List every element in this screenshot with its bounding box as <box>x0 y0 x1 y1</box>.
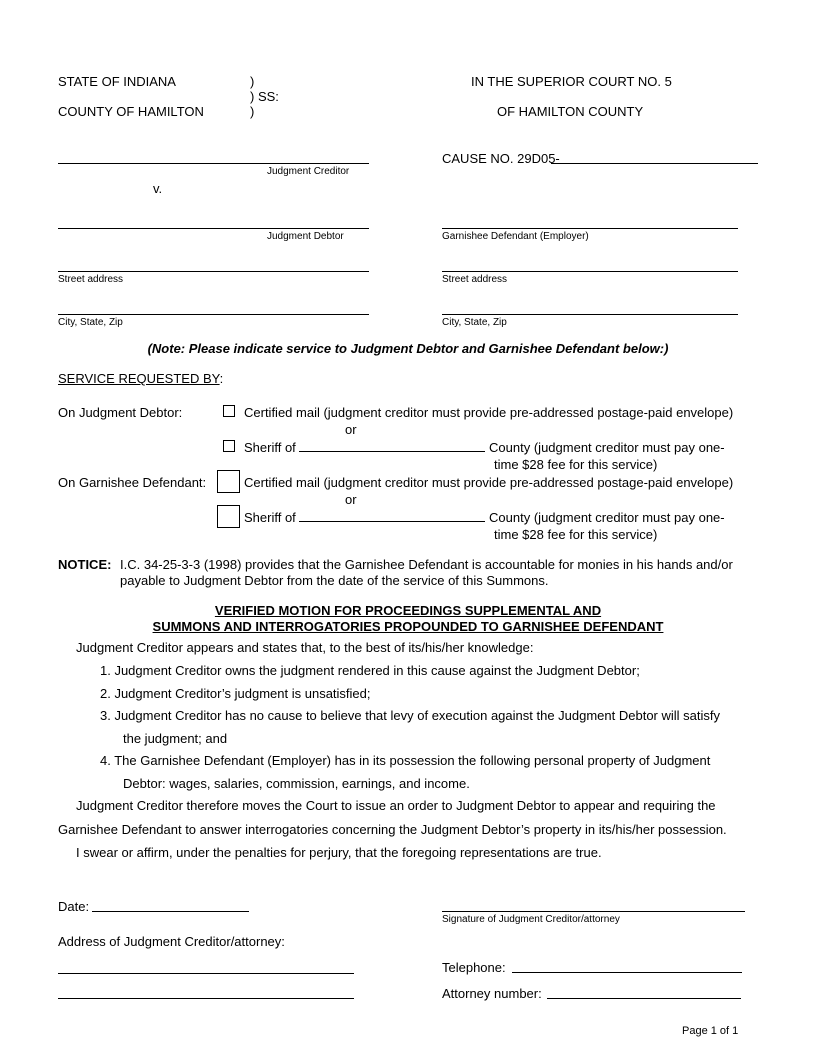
debtor-street-line[interactable] <box>58 271 369 272</box>
debtor-sheriff-county-line[interactable] <box>299 440 485 452</box>
notice-label: NOTICE: <box>58 557 112 572</box>
caption-paren: ) <box>250 74 255 89</box>
motion-moves-1: Judgment Creditor therefore moves the Court to issue an order to Judgment Debtor to appear and requiring the <box>76 798 716 813</box>
debtor-certified-mail-checkbox[interactable] <box>223 405 235 417</box>
court-county: OF HAMILTON COUNTY <box>497 104 644 119</box>
date-line[interactable] <box>92 911 249 912</box>
garnishee-city-label: City, State, Zip <box>442 317 507 328</box>
address-label: Address of Judgment Creditor/attorney: <box>58 934 285 949</box>
court-name: IN THE SUPERIOR COURT NO. 5 <box>471 74 672 89</box>
address-line-2[interactable] <box>58 998 354 999</box>
debtor-sheriff-checkbox[interactable] <box>223 440 235 452</box>
garnishee-label: Garnishee Defendant (Employer) <box>442 231 589 242</box>
motion-item-3-cont: the judgment; and <box>123 731 228 746</box>
attorney-number-label: Attorney number: <box>442 986 542 1001</box>
debtor-sheriff-text: Sheriff of County (judgment creditor must pay one- <box>244 440 725 455</box>
versus-label: v. <box>153 181 163 196</box>
address-line-1[interactable] <box>58 973 354 974</box>
garnishee-street-label: Street address <box>442 274 508 285</box>
motion-moves-2: Garnishee Defendant to answer interrogatories concerning the Judgment Debtor’s property in its/his/her possession. <box>58 822 727 837</box>
page-number: Page 1 of 1 <box>682 1025 739 1037</box>
motion-item-3: 3. Judgment Creditor has no cause to believe that levy of execution against the Judgment Debtor will satisfy <box>100 708 721 723</box>
state-label: STATE OF INDIANA <box>58 74 176 89</box>
garnishee-sheriff-county-line[interactable] <box>299 510 485 522</box>
debtor-street-label: Street address <box>58 274 124 285</box>
telephone-label: Telephone: <box>442 960 506 975</box>
service-heading: SERVICE REQUESTED BY: <box>58 371 224 386</box>
telephone-line[interactable] <box>512 972 742 973</box>
motion-title-1: VERIFIED MOTION FOR PROCEEDINGS SUPPLEMENTAL AND <box>214 603 602 618</box>
motion-item-4-cont: Debtor: wages, salaries, commission, earnings, and income. <box>123 776 470 791</box>
motion-intro: Judgment Creditor appears and states that, to the best of its/his/her knowledge: <box>76 640 534 655</box>
motion-item-4: 4. The Garnishee Defendant (Employer) has in its possession the following personal property of Judgment <box>100 753 711 768</box>
cause-number-label: CAUSE NO. 29D05- <box>442 151 560 166</box>
service-note: (Note: Please indicate service to Judgment Debtor and Garnishee Defendant below:) <box>147 341 669 356</box>
debtor-sheriff-fee: time $28 fee for this service) <box>494 457 658 472</box>
or-label: or <box>345 492 357 507</box>
debtor-city-label: City, State, Zip <box>58 317 123 328</box>
debtor-service-label: On Judgment Debtor: <box>58 405 183 420</box>
county-label: COUNTY OF HAMILTON <box>58 104 204 119</box>
garnishee-street-line[interactable] <box>442 271 738 272</box>
garnishee-city-line[interactable] <box>442 314 738 315</box>
signature-label: Signature of Judgment Creditor/attorney <box>442 914 620 925</box>
debtor-city-line[interactable] <box>58 314 369 315</box>
caption-paren: ) <box>250 104 255 119</box>
garnishee-certified-mail-text: Certified mail (judgment creditor must provide pre-addressed postage-paid envelope) <box>244 475 734 490</box>
debtor-certified-mail-text: Certified mail (judgment creditor must provide pre-addressed postage-paid envelope) <box>244 405 734 420</box>
garnishee-sheriff-text: Sheriff of County (judgment creditor must pay one- <box>244 510 725 525</box>
judgment-debtor-line[interactable] <box>58 228 369 229</box>
signature-line[interactable] <box>442 911 745 912</box>
garnishee-sheriff-checkbox[interactable] <box>217 505 240 528</box>
motion-swear: I swear or affirm, under the penalties for perjury, that the foregoing representations are true. <box>76 845 602 860</box>
judgment-debtor-label: Judgment Debtor <box>267 231 344 242</box>
motion-item-2: 2. Judgment Creditor’s judgment is unsatisfied; <box>100 686 371 701</box>
or-label: or <box>345 422 357 437</box>
attorney-number-line[interactable] <box>547 998 741 999</box>
cause-number-line[interactable] <box>551 163 758 164</box>
garnishee-line[interactable] <box>442 228 738 229</box>
garnishee-certified-mail-checkbox[interactable] <box>217 470 240 493</box>
garnishee-service-label: On Garnishee Defendant: <box>58 475 207 490</box>
notice-line-1: I.C. 34-25-3-3 (1998) provides that the Garnishee Defendant is accountable for monies in his hands and/or <box>120 557 733 572</box>
date-label: Date: <box>58 899 90 914</box>
judgment-creditor-label: Judgment Creditor <box>267 166 350 177</box>
caption-ss: ) SS: <box>250 89 279 104</box>
motion-item-1: 1. Judgment Creditor owns the judgment rendered in this cause against the Judgment Debtor; <box>100 663 640 678</box>
notice-line-2: payable to Judgment Debtor from the date of the service of this Summons. <box>120 573 549 588</box>
garnishee-sheriff-fee: time $28 fee for this service) <box>494 527 658 542</box>
judgment-creditor-line[interactable] <box>58 163 369 164</box>
motion-title-2: SUMMONS AND INTERROGATORIES PROPOUNDED TO GARNISHEE DEFENDANT <box>152 619 664 634</box>
